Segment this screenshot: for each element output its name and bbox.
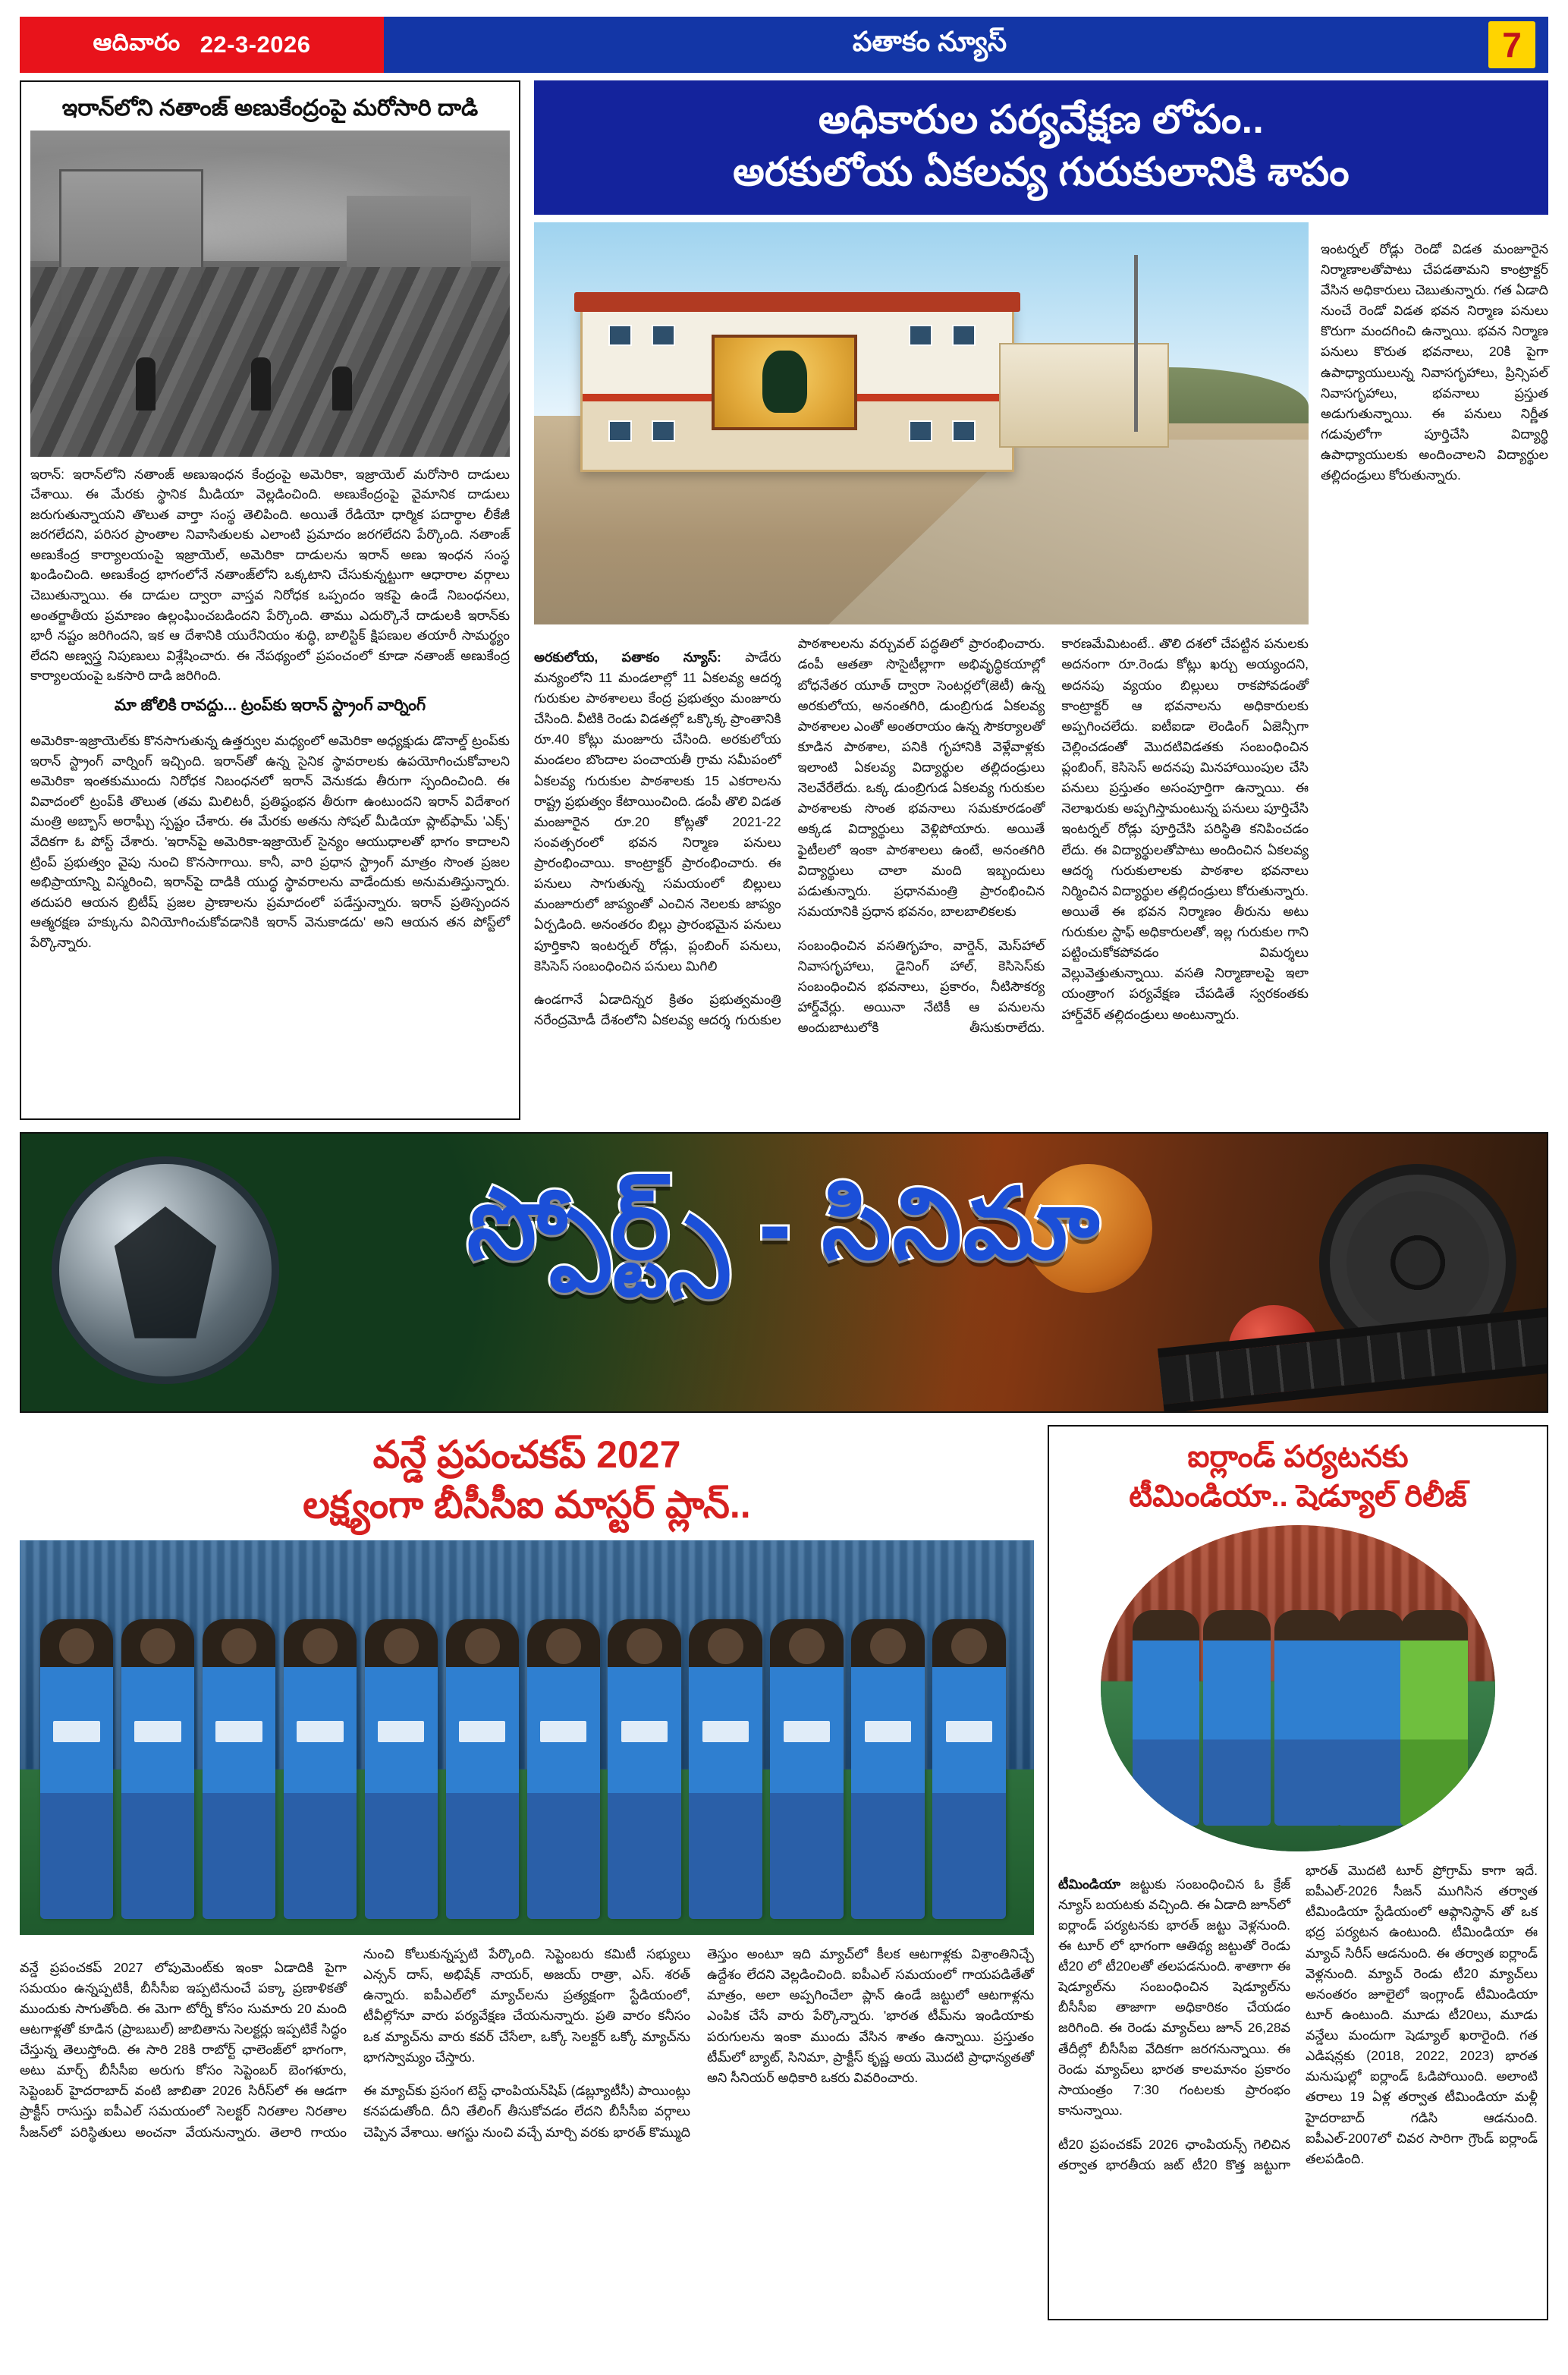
main-story-side-column <box>1321 222 1548 1120</box>
player-figure <box>1133 1610 1199 1826</box>
ireland-lead: టీమిండియా <box>1058 1876 1120 1892</box>
main-headline-line2: అరకులోయ ఏకలవ్య గురుకులానికి శాపం <box>733 149 1350 194</box>
iran-story-body-2: అమెరికా-ఇజ్రాయెల్‌కు కొనసాగుతున్న ఉత్తర్వుల మధ్యంలో అమెరికా అధ్యక్షుడు డొనాల్డ్ ట్రంప్‌కు ఇరాన్ స్ట్రాంగ్ వార్నింగ్ ఇచ్చింది. ఇరాన్‌తో ఉన్న సైనిక స్థావరాలకు ఉపయోగించుకోవాలని అమెరికా ఇంతకుముందు నిరోధక నిబంధనలో ఇరాన్ వెనుకడు తీరుగా స్పందించింది. ఈ వివాదంలో ట్రంప్‌కి తొలుత (తమ మిలిటరీ, ప్రతిష్ఠంభన తీరుగా ఉంటుందని ఇరాన్ విదేశాంగ మంత్రి అబ్బాస్ అరాఘ్చీ స్పష్టం చేశారు. ఈ మేరకు అతను సోషల్ మీడియా ప్లాట్‌ఫామ్ 'ఎక్స్' వేదికగా ఓ పోస్ట్ చేశారు. 'ఇరాన్‌పై అమెరికా-ఇజ్రాయెల్ సైన్యం ఆయుధాలతో భాగం కాదాలని ట్రింప్ ప్రభుత్వం వైపు నుంచి కొనసాగాయి. కానీ, వారి ప్రధాన స్ట్రాంగ్ మాత్రం సొంత ప్రజల అభిప్రాయాన్ని విస్మరించి, ఇరాన్‌పై దాడికి యుద్ధ స్థావరాలను వాడేందుకు అనుమతిస్తున్నారు. తదుపరి ఆయన బ్రిటీష్ ప్రజల ప్రాణాలను ప్రమాదంలో పడేస్తున్నారు. ఇరాన్‌ ప్రతిస్పందన ఆత్మరక్షణ హక్కును వినియోగించుకోవడానికి ఇరాన్ వెనుకాడదు' అని ఆయన తన పోస్ట్‌లో పేర్కొన్నారు. <box>30 733 510 950</box>
main-headline <box>534 80 1548 215</box>
window <box>652 325 675 346</box>
person-figure <box>251 357 271 411</box>
worldcup-headline-line1: వన్డే ప్రపంచకప్ 2027 <box>372 1433 681 1476</box>
main-headline-line1: అధికారుల పర్యవేక్షణ లోపం.. <box>818 98 1265 142</box>
player-figure <box>203 1619 275 1919</box>
player-figure <box>446 1619 519 1919</box>
worldcup-story <box>20 1425 1034 2320</box>
ireland-columns <box>1058 1861 1538 2311</box>
worldcup-col2: ఈ మ్యాచ్‌కు ప్రసంగ టెస్ట్ ఛాంపియన్‌షిప్ (డబ్ల్యూటీసీ) పాయింట్లు కనపడుతోంది. దీని తేలింగ్ తీసుకోవడం లేదని బీసీసీఐ వర్గాలు చెప్పిన వేశాయి. ఆగస్టు నుంచి వచ్చే మార్చి వరకు భారత్ కొమ్ముది తెస్తుం అంటూ ఇది మ్యాచ్‌లో కీలక ఆటగాళ్లకు విశ్రాంతినిచ్చే ఉద్దేశం లేదని వెల్లడించింది. ఐపీఎల్ సమయంలో గాయపడితేతో మాత్రం, అలా అప్పగించేలా ప్లాన్ ఉండే జట్టులో ఆటగాళ్లను ఎంపిక చేసే వారు పేర్కొన్నారు. 'భారత టీమ్‌ను ఇండియాకు పరుగులను ఇంకా ముందు వేసిన శాతం ఉన్నాయి. ప్రస్తుతం టీమ్‌లో బ్యాట్, సినిమా, ప్రాక్టీస్ కృష్ణ అయ మెుదటి ప్రాధాన్యతతో అని సీనియర్ అధికారి ఒకరు వివరించారు. <box>363 1946 1034 2140</box>
window <box>608 420 632 442</box>
iran-story-subheadline: మా జోలికి రావద్దు... ట్రంప్‌కు ఇరాన్ స్ట్రాంగ్ వార్నింగ్ <box>114 697 426 715</box>
main-story-col4: ఇంటర్నల్ రోడ్లు రెండో విడత మంజూరైన నిర్మాణాలతోపాటు చేపడతామని కాంట్రాక్టర్ వేసిన అధికారులు చెబుతున్నారు. గత ఏడాది నుంచే రెండో విడత భవన నిర్మాణ పనులు కొరుగా మందగించి ఉన్నాయి. భవన నిర్మాణ పనులు కొరుత భవనాలు, 20కి పైగా ఉపాధ్యాయులున్న నివాసగృహాలు, ప్రిన్సిపల్ నివాసగృహాలు, భవనాలు ప్రస్తుత అడుగుతున్నాయి. ఈ పనులు నిర్ణీత గడువులోగా పూర్తిచేసి విద్యార్థి ఉపాధ్యాయులకు అందించాలని విద్యార్థుల తల్లిదండ్రులు కోరుతున్నారు. <box>1321 241 1548 483</box>
player-figure <box>608 1619 680 1919</box>
top-section <box>20 80 1548 1120</box>
player-figure <box>1337 1610 1404 1826</box>
ekalavya-school-building-photo <box>534 222 1309 624</box>
window <box>652 420 675 442</box>
ekalavya-story <box>534 80 1548 1120</box>
window <box>952 325 976 346</box>
person-figure <box>136 357 156 411</box>
window <box>952 420 976 442</box>
page-number-box <box>1475 17 1548 73</box>
player-figure <box>365 1619 438 1919</box>
player-figure <box>1274 1610 1341 1826</box>
masthead <box>20 17 1548 73</box>
dateline: అరకులోయ, పతాకం న్యూస్: <box>534 649 721 665</box>
player-figure <box>527 1619 600 1919</box>
ireland-col1: జట్టుకు సంబంధించిన ఓ క్రేజ్ న్యూస్ బయటకు వచ్చింది. ఈ ఏడాది జూన్‌లో ఐర్లాండ్ పర్యటనకు భారత్ జట్టు వెళ్లనుంది. ఈ టూర్ లో భాగంగా ఆతిథ్య జట్టుతో రెండు టీ20 లో టీ20లతో తలపడనుంది. శాతాగా ఈ షెడ్యూల్‌ను సంబంధించిన షెడ్యూల్‌ను బీసీసీఐ తాజాగా అధికారికం చేయడం జరిగింది. ఈ రెండు మ్యాచ్‌లు జూన్ 26,28వ తేదీల్లో బీసీసీఐ వేదికగా జరగనున్నాయి. ఈ రెండు మ్యాచ్‌లు భారత కాలమానం ప్రకారం సాయంత్రం 7:30 గంటలకు ప్రారంభం కానున్నాయి. <box>1058 1876 1290 2118</box>
sports-cinema-banner <box>20 1132 1548 1413</box>
worldcup-columns <box>20 1944 1034 2320</box>
publication-title: పతాకం న్యూస్ <box>384 17 1475 73</box>
main-story-col3: సంబంధించిన వసతిగృహం, వార్డెన్, మెస్‌హాల్ నివాసగృహాలు, డైనింగ్ హాల్, కెసిసెస్‌కు సంబంధించిన భవనాలు, ప్రకారం, నీటిసౌకర్య హార్డ్‌వేర్లు. అయినా నేటికీ ఆ పనులను అందుబాటులోకి తీసుకురాలేదు. కారణమేమిటంటే.. తొలి దశలో చేపట్టిన పనులకు అదనంగా రూ.రెండు కోట్లు ఖర్చు అయ్యందని, అదనపు వ్యయం బిల్లులు రాకపోవడంతో కాంట్రాక్టర్ ఆ భవనాలను అధికారులకు అప్పగించలేదు. ఐటీఐడా లెండింగ్ ఏజెన్సీగా చెల్లించడంతో మొదటివిడతకు సంబంధించిన ప్లంబింగ్, కెసిసెస్ అదనపు మినహాయింపుల చేసి పనులు ప్రస్తుతం అసంపూర్తిగా ఉన్నాయి. ఈ నెలాఖరుకు అప్పగిస్తామంటున్న పనులు పూర్తిచేసి ఇంటర్నల్ రోడ్లు పూర్తిచేసి పరిస్థితి కనిపించడం లేదు. ఈ విద్యార్థులతోపాటు అందించిన ఏకలవ్య ఆదర్శ గురుకులాలకు పాఠశాల భవనాలు నిర్మించిన విద్యార్థుల తల్లిదండ్రులు కోరుతున్నారు. అయితే ఈ భవన నిర్మాణం తీరును అటు గురుకుల స్టాఫ్ అధికారులతో, ఇల్ల గురుకుల గాని పట్టించుకోకపోవడం విమర్శలు వెల్లువెత్తుతున్నాయి. వసతి నిర్మాణాలపై ఇలా యంత్రాంగ పర్యవేక్షణ చేపడితే స్వరకంతకు హార్డ్‌వేర్ తల్లిదండ్రులు అంటున్నారు. <box>797 636 1309 1035</box>
iran-story-body: ఇరాన్: ఇరాన్‌లోని నతాంజ్ అణుఇంధన కేంద్రంపై అమెరికా, ఇజ్రాయెల్ మరోసారి దాడులు చేశాయి. ఈ మేరకు స్థానిక మీడియా వెల్లడించింది. అణుకేంద్రంపై వైమానిక దాడులు జరుగుతున్నాయని తొలుత వార్తా సంస్థ తెలిపింది. అయితే రేడియో ధార్మిక పదార్థాల లీకేజీ జరగలేదని, పరిసర ప్రాంతాల నివాసితులకు ఎలాంటి ప్రమాదం జరగలేదని పేర్కొంది. నతాంజ్ అణుకేంద్ర కార్యాలయంపై ఇజ్రాయెల్, అమెరికా దాడులను ఇరాన్ అణు ఇంధన సంస్థ ఖండించింది. అణుకేంద్ర భాగంలోనే నతాంజ్‌లోని ఒక్కటాని చేసుకున్నట్టుగా ఆధారాల వర్గాలు చెబుతున్నాయి. ఈ దాడుల ద్వారా వాస్తవ నిరోధక ఒప్పందం ఇకపై ఉండే నిబంధనలు, అంతర్జాతీయ ప్రమాణం ఉల్లంఘించబడిందని పేర్కొంది. తాము ఎదుర్కొనే దాడులకి ఇరాన్‌కు భారీ నష్టం జరిగిందని, ఇక ఆ దేశానికి యురేనియం శుద్ధి, బాలిస్టిక్ క్షిపణుల తయారీ సామర్థ్యం లేదని అణ్వస్త్ర నిపుణులు విశ్లేషించారు. ఈ నేపథ్యంలో ప్రపంచంలో కూడా నతాంజ్ అణుకేంద్ర కార్యాలయంపై ఒకసారి దాడి జరిగింది. <box>30 466 510 684</box>
banner-title: స్పోర్ట్స్ - సినిమా <box>467 1169 1101 1279</box>
player-figure <box>932 1619 1005 1919</box>
main-story-left-block <box>534 222 1309 1120</box>
school-secondary-building <box>999 343 1170 448</box>
worldcup-headline <box>20 1425 1034 1540</box>
main-story-body-area <box>534 222 1548 1120</box>
player-figure <box>121 1619 194 1919</box>
date-label: 22-3-2026 <box>200 31 311 58</box>
ireland-tour-story <box>1048 1425 1548 2320</box>
support-staff-figure <box>1400 1610 1467 1826</box>
player-figure <box>770 1619 843 1919</box>
bombed-building-photo <box>30 131 510 457</box>
indian-cricket-team-lineup-photo <box>20 1540 1034 1935</box>
person-figure <box>332 366 352 411</box>
player-figure <box>284 1619 357 1919</box>
window <box>608 325 632 346</box>
iran-story-headline: ఇరాన్‌లోని నతాంజ్ అణుకేంద్రంపై మరోసారి దాడి <box>61 96 479 121</box>
ireland-col2: టీ20 ప్రపంచకప్ 2026 ఛాంపియన్స్ గెలిచిన తర్వాత భారతీయ జట్ టీ20 కొత్త జట్టుగా భారత్ మొదటి టూర్ ప్రోగ్రామ్ కాగా ఇదే. ఐపీఎల్-2026 సీజన్ ముగిసిన తర్వాత టీమిండియా స్టేడియంలో ఆఫ్గానిస్థాన్ తో ఒక భద్ర పర్యటన ఉంటుంది. టీమిండియా ఈ మ్యాచ్ సిరీస్ ఆడనుంది. ఈ తర్వాత ఐర్లాండ్ వెళ్లనుంది. మ్యాచ్ రెండు టీ20 మ్యాచ్‌లు అనంతరం జూలైలో ఇంగ్లాండ్ టీమిండియా టూర్ ఉంటుంది. మూడు టీ20లు, మూడు వన్డేలు మందుగా షెడ్యూల్ ఖరారైంది. గత ఎడిషన్లకు (2018, 2022, 2023) భారత మనుషుల్లో ఐర్లాండ్ ఓడిపోయింది. అలాంటి తరాలు 19 ఏళ్ల తర్వాత టీమిండియా మళ్లీ హైదరాబాద్ గడిసి ఆడనుంది. ఐపీఎల్-2007లో చివర సారిగా గ్రౌండ్ ఐర్లాండ్ తలపడింది. <box>1058 1863 1538 2172</box>
worldcup-headline-line2: లక్ష్యంగా బీసీసీఐ మాస్టర్ ప్లాన్.. <box>303 1483 751 1526</box>
bottom-section <box>20 1425 1548 2320</box>
main-story-col1: పాడేరు మన్యంలోని 11 మండలాల్లో 11 ఏకలవ్య ఆదర్శ గురుకుల పాఠశాలలు కేంద్ర ప్రభుత్వం మంజూరు చేసింది. వీటికి రెండు విడతల్లో ఒక్కొక్క ప్రాంతానికి రూ.40 కోట్లు మంజూరు చేసింది. అరకులోయ మండలం బొందాల పంచాయతీ గ్రామ సమీపంలో ఏకలవ్య గురుకుల పాఠశాలకు 15 ఎకరాలను రాష్ట్ర ప్రభుత్వం కేటాయించింది. డంపీ తొలి విడత మంజూరైన రూ.20 కోట్లతో 2021-22 సంవత్సరంలో భవన నిర్మాణ పనులు ప్రారంభించాయి. కాంట్రాక్టర్ ప్రారంభించారు. ఈ పనులు సాగుతున్న సమయంలో బిల్లులు మంజూరులో జాప్యంతో ఎంచిన నెలలకు జాప్యం ఏర్పడింది. అనంతరం బిల్లు ప్రారంభమైన పనులు పూర్తికాని ఇంటర్నల్ రోడ్లు, ప్లంబింగ్ పనులు, కెసిసెస్ సంబంధించిన పనులు మిగిలి <box>534 649 781 974</box>
player-figure <box>40 1619 113 1919</box>
ireland-headline-line2: టీమిండియా.. షెడ్యూల్ రిలీజ్ <box>1129 1480 1467 1513</box>
player-figure <box>851 1619 924 1919</box>
main-story-columns <box>534 634 1309 1120</box>
main-story-col2: ఉండగానే ఏడాదిన్నర క్రితం ప్రభుత్వమంత్రి నరేంద్రమోడీ దేశంలోని ఏకలవ్య ఆదర్శ గురుకుల పాఠశాలలను వర్చువల్ పద్ధతిలో ప్రారంభించారు. డంపీ ఆతతా సొసైటీల్లాగా అభివృద్ధికయాల్లో బోధనేతర యూత్ ద్వారా సెంటర్లలో(జెటీ) ఉన్న అరకులోయ, అనంతగిరి, డుంబ్రిగుడ ఏకలవ్య పాఠశాలల ఎంతో అంతరాయం ఉన్న సౌకర్యాలతో కూడిన పాఠశాల, పనికి గృహానికి వెళ్లేవాళ్లకు ఇలాంటి ఏకలవ్య విద్యార్థుల తల్లిదండ్రులు నెలవేరేలేదు. ఒక్క డుంబ్రిగుడ ఏకలవ్య గురుకుల పాఠశాలకు సొంత భవనాలు సమకూరడంతో అక్కడ విద్యార్థులు వెళ్లిపోయారు. అయితే ఫైటీలలో ఇంకా పాఠశాలలు ఉంటే, అనంతగిరి విద్యార్థులు చాలా మంది ఇబ్బందులు పడుతున్నారు. ప్రధానమంత్రి ప్రారంభించిన సమయానికి ప్రధాన భవనం, బాలబాలికలకు <box>534 636 1045 1028</box>
day-label: ఆదివారం <box>93 28 181 55</box>
ireland-headline <box>1058 1434 1538 1525</box>
worldcup-col1: వన్డే ప్రపంచకప్ 2027 లోపుమెంట్‌కు ఇంకా ఏడాదికి పైగా సమయం ఉన్నప్పటికీ, బీసీసీఐ ఇప్పటినుంచే పక్కా ప్రణాళికతో ముందుకు సాగుతోంది. ఈ మెగా టోర్నీ కోసం సుమారు 20 మంది ఆటగాళ్లతో కూడిన (ప్రాబబుల్) జాబితాను సెలక్టర్లు ఇప్పటికే సిద్ధం చేస్తున్న తెలుస్తోంది. ఈ సారి 28కి రాబోర్ట్ ఛాలెంజ్‌లో భాగంగా, అటు మార్చ్ బీసీసీఐ అరుగు కోసం సెప్టెంబర్ బెంగళూరు, సెప్టెంబర్ హైదరాబాద్ వంటి జాబితా 2026 సిరీస్‌లో ఈ ఆడగా ప్రాక్టీస్ రాసుస్తు ఐపీఎల్ సమయంలో సెలక్టర్ నిరతాల నిరతాల సీజన్‌లో పరిస్థితులు అంచనా వేయనున్నారు. తెలారి గాయం నుంచి కోలుకున్నప్పటి పేర్కొంది. సెప్టెంబరు కమిటీ సభ్యులు ఎన్సన్ దాస్, అభిషేక్ నాయర్, అజయ్ రాత్రా, ఎస్. శరత్ ఉన్నారు. ఐపీఎల్‌లో మ్యాచ్‌లను ప్రత్యక్షంగా స్టేడియంలో, టీవీల్లోనూ వారు పర్యవేక్షణ చేయనున్నారు. ప్రతి వారం కనీసం ఒక మ్యాచ్‌ను వారు కవర్ చేసేలా, ఒక్కో సెలక్టర్ ఒక్కో మ్యాచ్‌ను భాగస్వామ్యం చేస్తారు. <box>20 1946 690 2140</box>
window <box>909 420 932 442</box>
window <box>909 325 932 346</box>
player-figure <box>1203 1610 1270 1826</box>
roof <box>574 292 1020 312</box>
date-box <box>20 17 384 73</box>
ireland-headline-line1: ఐర్లాండ్ పర్యటనకు <box>1187 1440 1409 1474</box>
team-huddle-celebration-photo <box>1101 1525 1495 1851</box>
school-main-building <box>580 303 1014 472</box>
player-figure <box>689 1619 762 1919</box>
archer-mural <box>712 335 857 430</box>
iran-story <box>20 80 520 1120</box>
street-light-pole <box>1134 255 1138 432</box>
page-number: 7 <box>1488 21 1535 68</box>
